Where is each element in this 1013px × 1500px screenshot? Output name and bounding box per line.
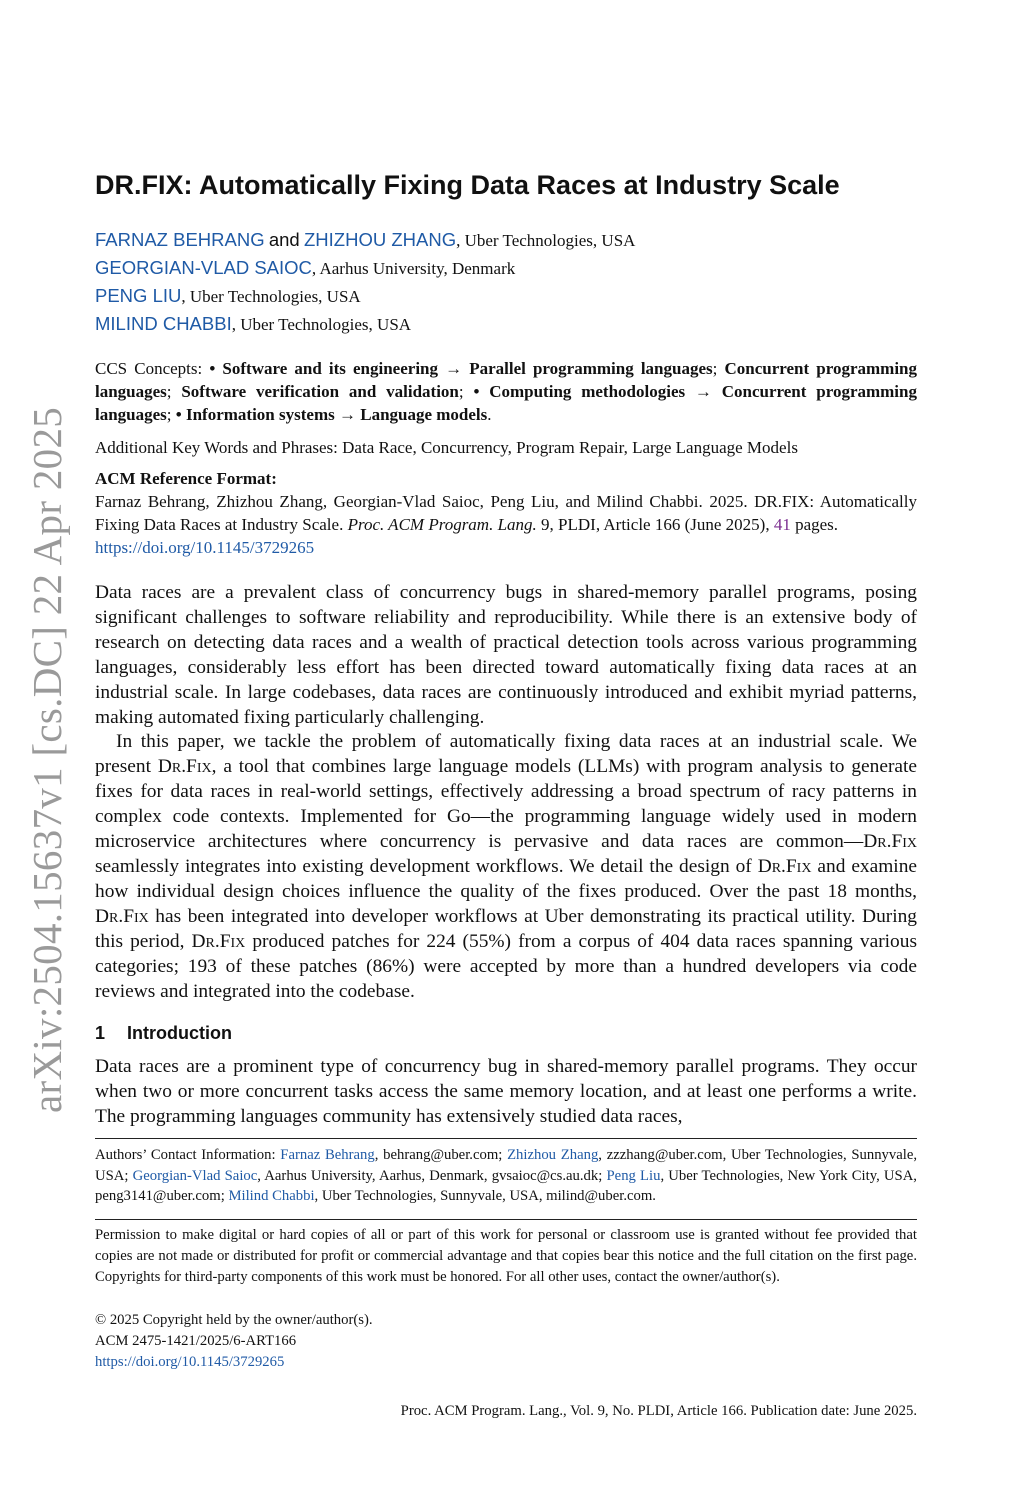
acm-reference — [95, 490, 917, 559]
acm-reference-heading: ACM Reference Format: — [95, 469, 277, 488]
ccs-end: . — [487, 405, 492, 424]
ccs-separator: ; — [166, 405, 176, 424]
abstract-text: has been integrated into developer workflows at Uber demonstrating its practical utility. During this period, — [95, 905, 917, 952]
copyright-doi-link[interactable]: https://doi.org/10.1145/3729265 — [95, 1353, 285, 1370]
ccs-concept: Concurrent programming languages — [95, 359, 917, 401]
author-line-4 — [95, 310, 917, 338]
acm-ref-text: Farnaz Behrang, Zhizhou Zhang, Georgian-Vlad Saioc, Peng Liu, and Milind Chabbi. 2025. DR.FIX: Automatically Fixing Data Races at Industry Scale. — [95, 492, 917, 534]
author-affiliation: , Uber Technologies, USA — [231, 315, 412, 334]
acm-ref-journal: Proc. ACM Program. Lang. — [347, 515, 537, 534]
ccs-concept: Software verification and validation — [181, 382, 459, 401]
ccs-concepts — [95, 357, 917, 426]
contact-link-saioc[interactable]: Georgian-Vlad Saioc — [132, 1167, 258, 1184]
author-affiliation: , Aarhus University, Denmark — [311, 259, 516, 278]
ccs-separator: ; — [458, 382, 474, 401]
author-block — [95, 226, 917, 338]
section-title: Introduction — [127, 1023, 232, 1043]
author-link-chabbi[interactable]: MILIND CHABBI — [95, 313, 232, 334]
tool-name: Dr.Fix — [191, 930, 246, 952]
ccs-concept: • Software and its engineering → Parallel programming languages — [209, 359, 713, 378]
keywords: Additional Key Words and Phrases: Data Race, Concurrency, Program Repair, Large Language Models — [95, 438, 798, 457]
author-line-1 — [95, 226, 917, 254]
contact-text: , Aarhus University, Aarhus, Denmark, gvsaioc@cs.au.dk; — [257, 1167, 607, 1184]
abstract — [95, 581, 917, 1004]
acm-ref-pages-link[interactable]: 41 — [773, 515, 791, 534]
author-and: and — [268, 229, 300, 250]
section-number: 1 — [95, 1023, 106, 1043]
ccs-concept: • Computing methodologies → Concurrent programming languages — [95, 382, 917, 424]
paper-title: DR.FIX: Automatically Fixing Data Races at Industry Scale — [95, 170, 840, 200]
contact-text: , Uber Technologies, Sunnyvale, USA, milind@uber.com. — [314, 1188, 656, 1204]
ccs-concept: • Information systems → Language models — [175, 405, 488, 424]
contact-text: , zzzhang@uber.com, Uber Technologies, Sunnyvale, USA; — [95, 1147, 918, 1184]
author-affiliation: , Uber Technologies, USA — [456, 231, 636, 250]
abstract-text: and examine how individual design choices influence the quality of the fixes produced. Over the past 18 months, — [95, 855, 917, 902]
abstract-text: produced patches for 224 (55%) from a corpus of 404 data races spanning various categories; 193 of these patches (86%) were accepted by more than a hundred developers via code reviews and integrated into the codebase. — [95, 930, 917, 1002]
copyright-block — [95, 1310, 917, 1372]
tool-name: Dr.Fix — [863, 831, 917, 853]
abstract-text: seamlessly integrates into existing development workflows. We detail the design of — [95, 855, 758, 877]
copyright-line: © 2025 Copyright held by the owner/author(s). — [95, 1312, 373, 1328]
introduction-text: Data races are a prominent type of concurrency bug in shared-memory parallel programs. They occur when two or more concurrent tasks access the same memory location, and at least one performs a write. The programming languages community has extensively studied data races, — [95, 1056, 917, 1127]
contact-text: , behrang@uber.com; — [374, 1147, 508, 1163]
abstract-text: In this paper, we tackle the problem of automatically fixing data races at an industrial scale. We present — [95, 731, 917, 778]
contact-link-chabbi[interactable]: Milind Chabbi — [228, 1188, 315, 1204]
author-contact-info — [95, 1145, 917, 1207]
tool-name: Dr.Fix — [757, 855, 812, 877]
abstract-paragraph-1: Data races are a prevalent class of concurrency bugs in shared-memory parallel programs, posing significant challenges to software reliability and reproducibility. While there is an extensive body of research on detecting data races and a wealth of practical detection tools across various programming languages, considerably less effort has been directed toward automatically fixing data races at an industrial scale. In large codebases, data races are continuously introduced and exhibit myriad patterns, making automated fixing particularly challenging. — [95, 582, 917, 728]
abstract-text: , a tool that combines large language models (LLMs) with program analysis to generate fixes for data races in real-world settings, effectively addressing a broad spectrum of racy patterns in complex code contexts. Implemented for Go—the programming language widely used in modern microservice architectures where concurrency is pervasive and data races are common— — [95, 756, 918, 853]
ccs-separator: ; — [712, 359, 725, 378]
tool-name: Dr.Fix — [95, 905, 149, 927]
acm-ref-text: pages. — [790, 515, 839, 534]
arxiv-sidebar-stamp: arXiv:2504.15637v1 [cs.DC] 22 Apr 2025 — [24, 406, 70, 1113]
author-link-zhang[interactable]: ZHIZHOU ZHANG — [303, 229, 457, 250]
section-heading — [95, 1023, 232, 1044]
acm-article-id: ACM 2475-1421/2025/6-ART166 — [95, 1332, 297, 1349]
author-affiliation: , Uber Technologies, USA — [181, 287, 361, 306]
author-link-saioc[interactable]: GEORGIAN-VLAD SAIOC — [95, 257, 312, 278]
permission-divider — [95, 1219, 917, 1220]
ccs-label: CCS Concepts: — [95, 359, 210, 378]
contact-link-liu[interactable]: Peng Liu — [606, 1167, 661, 1184]
footnote-divider — [95, 1138, 917, 1139]
author-link-behrang[interactable]: FARNAZ BEHRANG — [95, 229, 265, 250]
contact-link-behrang[interactable]: Farnaz Behrang — [280, 1147, 375, 1163]
page-footer: Proc. ACM Program. Lang., Vol. 9, No. PLDI, Article 166. Publication date: June 2025. — [400, 1403, 917, 1419]
acm-ref-doi-link[interactable]: https://doi.org/10.1145/3729265 — [95, 538, 315, 557]
contact-text: , Uber Technologies, New York City, USA, peng3141@uber.com; — [95, 1167, 917, 1204]
permission-notice: Permission to make digital or hard copies of all or part of this work for personal or classroom use is granted without fee provided that copies are not made or distributed for profit or commercial advantage and that copies bear this notice and the full citation on the first page. Copyrights for third-party components of this work must be honored. For all other uses, contact the owner/author(s). — [95, 1227, 917, 1285]
author-line-3 — [95, 282, 917, 310]
tool-name: Dr.Fix — [157, 756, 212, 778]
contact-label: Authors’ Contact Information: — [95, 1147, 281, 1163]
author-line-2 — [95, 254, 917, 282]
ccs-separator: ; — [166, 382, 182, 401]
contact-link-zhang[interactable]: Zhizhou Zhang — [507, 1147, 599, 1163]
acm-ref-text: 9, PLDI, Article 166 (June 2025), — [536, 515, 774, 534]
author-link-liu[interactable]: PENG LIU — [95, 285, 182, 306]
abstract-paragraph-2 — [95, 730, 917, 1004]
